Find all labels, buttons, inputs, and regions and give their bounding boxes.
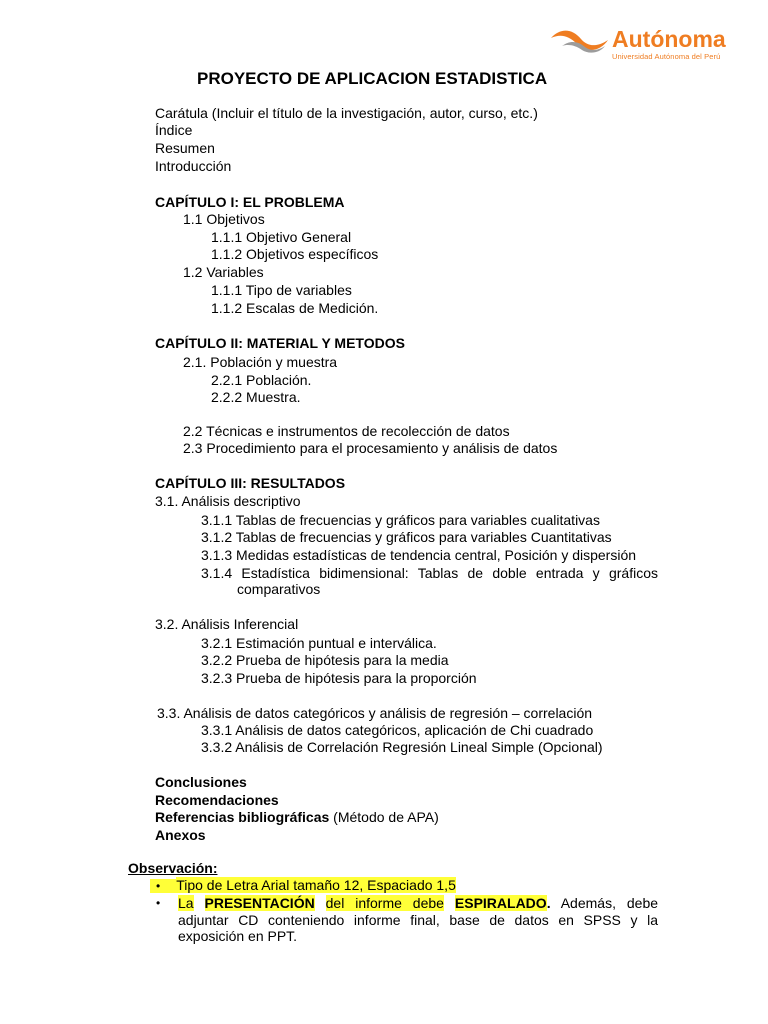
section-3-2: 3.2. Análisis Inferencial [155,616,299,632]
section-2-3: 2.3 Procedimiento para el procesamiento y análisis de datos [183,440,558,456]
section-3-3-1: 3.3.1 Análisis de datos categóricos, aplicación de Chi cuadrado [201,722,594,738]
section-3-3-2: 3.3.2 Análisis de Correlación Regresión Lineal Simple (Opcional) [201,739,603,755]
section-1-1: 1.1 Objetivos [183,211,265,227]
chapter-3-heading: CAPÍTULO III: RESULTADOS [155,475,346,491]
bullet-icon: • [156,896,161,910]
referencias-note: (Método de APA) [329,809,439,825]
section-1-1-2: 1.1.2 Objetivos específicos [211,246,379,262]
section-2-2: 2.2 Técnicas e instrumentos de recolección de datos [183,423,510,439]
section-2-2-2: 2.2.2 Muestra. [211,389,301,405]
observation-item-1-text: Tipo de Letra Arial tamaño 12, Espaciado 1,5 [176,877,456,893]
observation-item-2-line1: La PRESENTACIÓN del informe debe ESPIRALADO. Además, debe [178,895,659,911]
observation-item-2-line3: exposición en PPT. [178,928,298,944]
chapter-1-heading: CAPÍTULO I: EL PROBLEMA [155,194,345,210]
section-1-1-1: 1.1.1 Objetivo General [211,229,352,245]
section-2-2-1: 2.2.1 Población. [211,372,312,388]
section-2-1: 2.1. Población y muestra [183,354,338,370]
list-item-resumen: Resumen [155,140,215,156]
logo-subtitle: Universidad Autónoma del Perú [612,52,721,61]
section-1-2-1: 1.1.1 Tipo de variables [211,282,352,298]
chapter-2-heading: CAPÍTULO II: MATERIAL Y METODOS [155,335,405,351]
observation-heading: Observación: [128,860,218,876]
section-1-2: 1.2 Variables [183,264,264,280]
section-3-1-3: 3.1.3 Medidas estadísticas de tendencia central, Posición y dispersión [201,547,637,563]
section-1-2-2: 1.1.2 Escalas de Medición. [211,300,379,316]
observation-item-1 [150,877,456,895]
referencias-label: Referencias bibliográficas [155,809,330,825]
list-item-introduccion: Introducción [155,158,232,174]
observation-item-2-line2: adjuntar CD conteniendo informe final, base de datos en SPSS y la [178,912,658,928]
section-3-2-2: 3.2.2 Prueba de hipótesis para la media [201,652,449,668]
autonoma-logo-mark-icon [550,26,612,54]
section-3-1-1: 3.1.1 Tablas de frecuencias y gráficos para variables cualitativas [201,512,600,528]
logo-brand-name: Autónoma [612,26,726,52]
section-3-2-3: 3.2.3 Prueba de hipótesis para la proporción [201,670,477,686]
list-item-indice: Índice [155,122,193,138]
list-item-anexos: Anexos [155,827,206,843]
page-title: PROYECTO DE APLICACION ESTADISTICA [197,69,548,88]
list-item-referencias [155,809,439,826]
bullet-icon: • [150,879,176,893]
section-3-2-1: 3.2.1 Estimación puntual e interválica. [201,635,437,651]
section-3-1-2: 3.1.2 Tablas de frecuencias y gráficos para variables Cuantitativas [201,529,612,545]
section-3-1-4-line1: 3.1.4 Estadística bidimensional: Tablas de doble entrada y gráficos [201,565,658,581]
section-3-1-4-line2: comparativos [237,581,321,597]
list-item-caratula: Carátula (Incluir el título de la investigación, autor, curso, etc.) [155,105,538,121]
section-3-3: 3.3. Análisis de datos categóricos y análisis de regresión – correlación [157,705,593,721]
list-item-conclusiones: Conclusiones [155,774,247,790]
list-item-recomendaciones: Recomendaciones [155,792,279,808]
section-3-1: 3.1. Análisis descriptivo [155,493,301,509]
